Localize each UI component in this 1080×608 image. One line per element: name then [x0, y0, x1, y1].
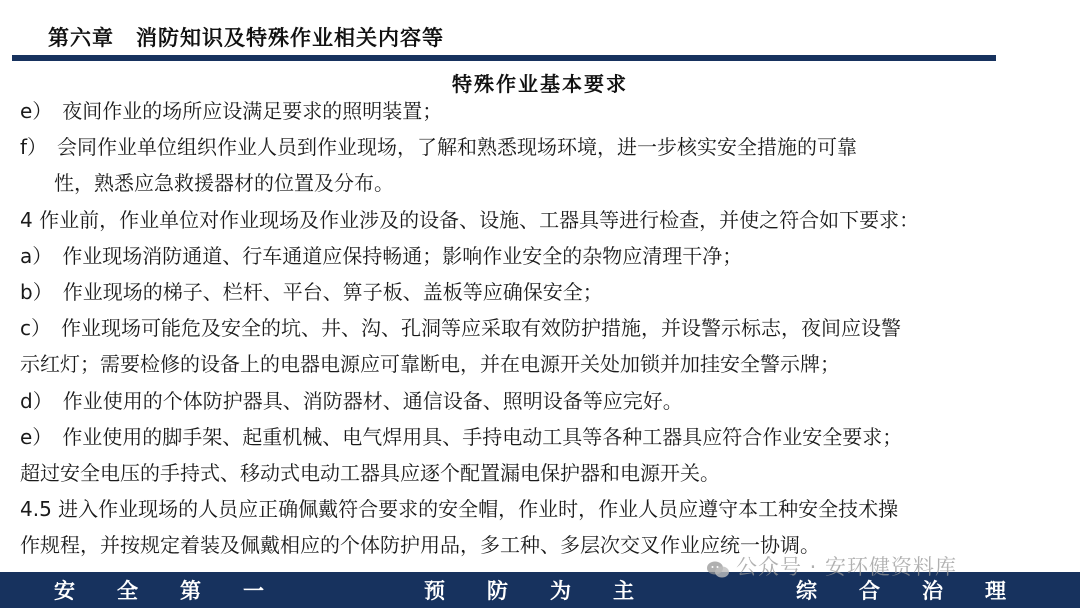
content-line-d: d） 作业使用的个体防护器具、消防器材、通信设备、照明设备等应完好。: [20, 388, 683, 413]
slogan-comprehensive-management: 综合治理: [796, 579, 1048, 603]
content-line-4-5-cont: 作规程，并按规定着装及佩戴相应的个体防护用品，多工种、多层次交叉作业应统一协调。: [20, 533, 820, 558]
content-line-e-cont: 超过安全电压的手持式、移动式电动工器具应逐个配置漏电保护器和电源开关。: [20, 460, 720, 485]
content-line-e-tools: e） 作业使用的脚手架、起重机械、电气焊用具、手持电动工具等各种工器具应符合作业安全要求；: [20, 424, 903, 449]
content-line-c: c） 作业现场可能危及安全的坑、井、沟、孔洞等应采取有效防护措施，并设警示标志，夜间应设警: [20, 316, 901, 341]
watermark-text: 公众号 · 安环健资料库: [736, 555, 958, 579]
content-line-b: b） 作业现场的梯子、栏杆、平台、箅子板、盖板等应确保安全；: [20, 279, 603, 304]
content-body: [20, 93, 1065, 563]
content-line-f-cont: 性，熟悉应急救援器材的位置及分布。: [54, 171, 394, 196]
content-line-4-5: 4.5 进入作业现场的人员应正确佩戴符合要求的安全帽，作业时，作业人员应遵守本工种安全技术操: [20, 497, 899, 522]
content-line-a: a） 作业现场消防通道、行车通道应保持畅通；影响作业安全的杂物应清理干净；: [20, 243, 743, 268]
content-line-f: f） 会同作业单位组织作业人员到作业现场，了解和熟悉现场环境，进一步核实安全措施的可靠: [20, 135, 858, 160]
slogan-prevention-first: 预防为主: [424, 579, 676, 603]
wechat-icon: [706, 558, 730, 578]
title-divider-bar: [12, 55, 996, 61]
watermark: [706, 552, 957, 582]
content-line-4: 4 作业前，作业单位对作业现场及作业涉及的设备、设施、工器具等进行检查，并使之符合如下要求：: [20, 207, 920, 232]
content-line-c-cont: 示红灯；需要检修的设备上的电器电源应可靠断电，并在电源开关处加锁并加挂安全警示牌；: [20, 352, 840, 377]
section-title: 特殊作业基本要求: [452, 72, 628, 96]
chapter-title: 第六章 消防知识及特殊作业相关内容等: [48, 26, 444, 50]
content-line-e-night: e） 夜间作业的场所应设满足要求的照明装置；: [20, 99, 443, 123]
slogan-safety-first: 安全第一: [54, 579, 306, 603]
